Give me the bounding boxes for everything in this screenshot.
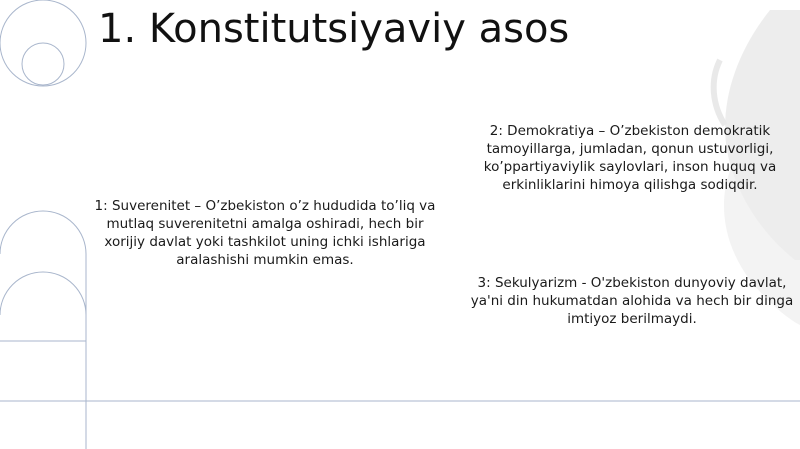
slide-title: 1. Konstitutsiyaviy asos	[98, 6, 570, 52]
point-democracy: 2: Demokratiya – O’zbekiston demokratik tamoyillarga, jumladan, qonun ustuvorligi, ko’ppartiyaviylik saylovlari, inson huquq va erkinliklarini himoya qilishga sodiqdir.	[483, 123, 777, 193]
point-sovereignty: 1: Suverenitet – O’zbekiston o’z hududida to’liq va mutlaq suverenitetni amalga oshiradi, hech bir xorijiy davlat yoki tashkilot uning ichki ishlariga aralashishi mumkin emas.	[94, 198, 436, 268]
upper-arch-decoration	[0, 211, 86, 449]
inner-circle-decoration	[22, 43, 64, 85]
point-secularism: 3: Sekulyarizm - O'zbekiston dunyoviy davlat, ya'ni din hukumatdan alohida va hech bir dinga imtiyoz berilmaydi.	[470, 275, 794, 327]
lower-arch-decoration	[0, 272, 86, 315]
